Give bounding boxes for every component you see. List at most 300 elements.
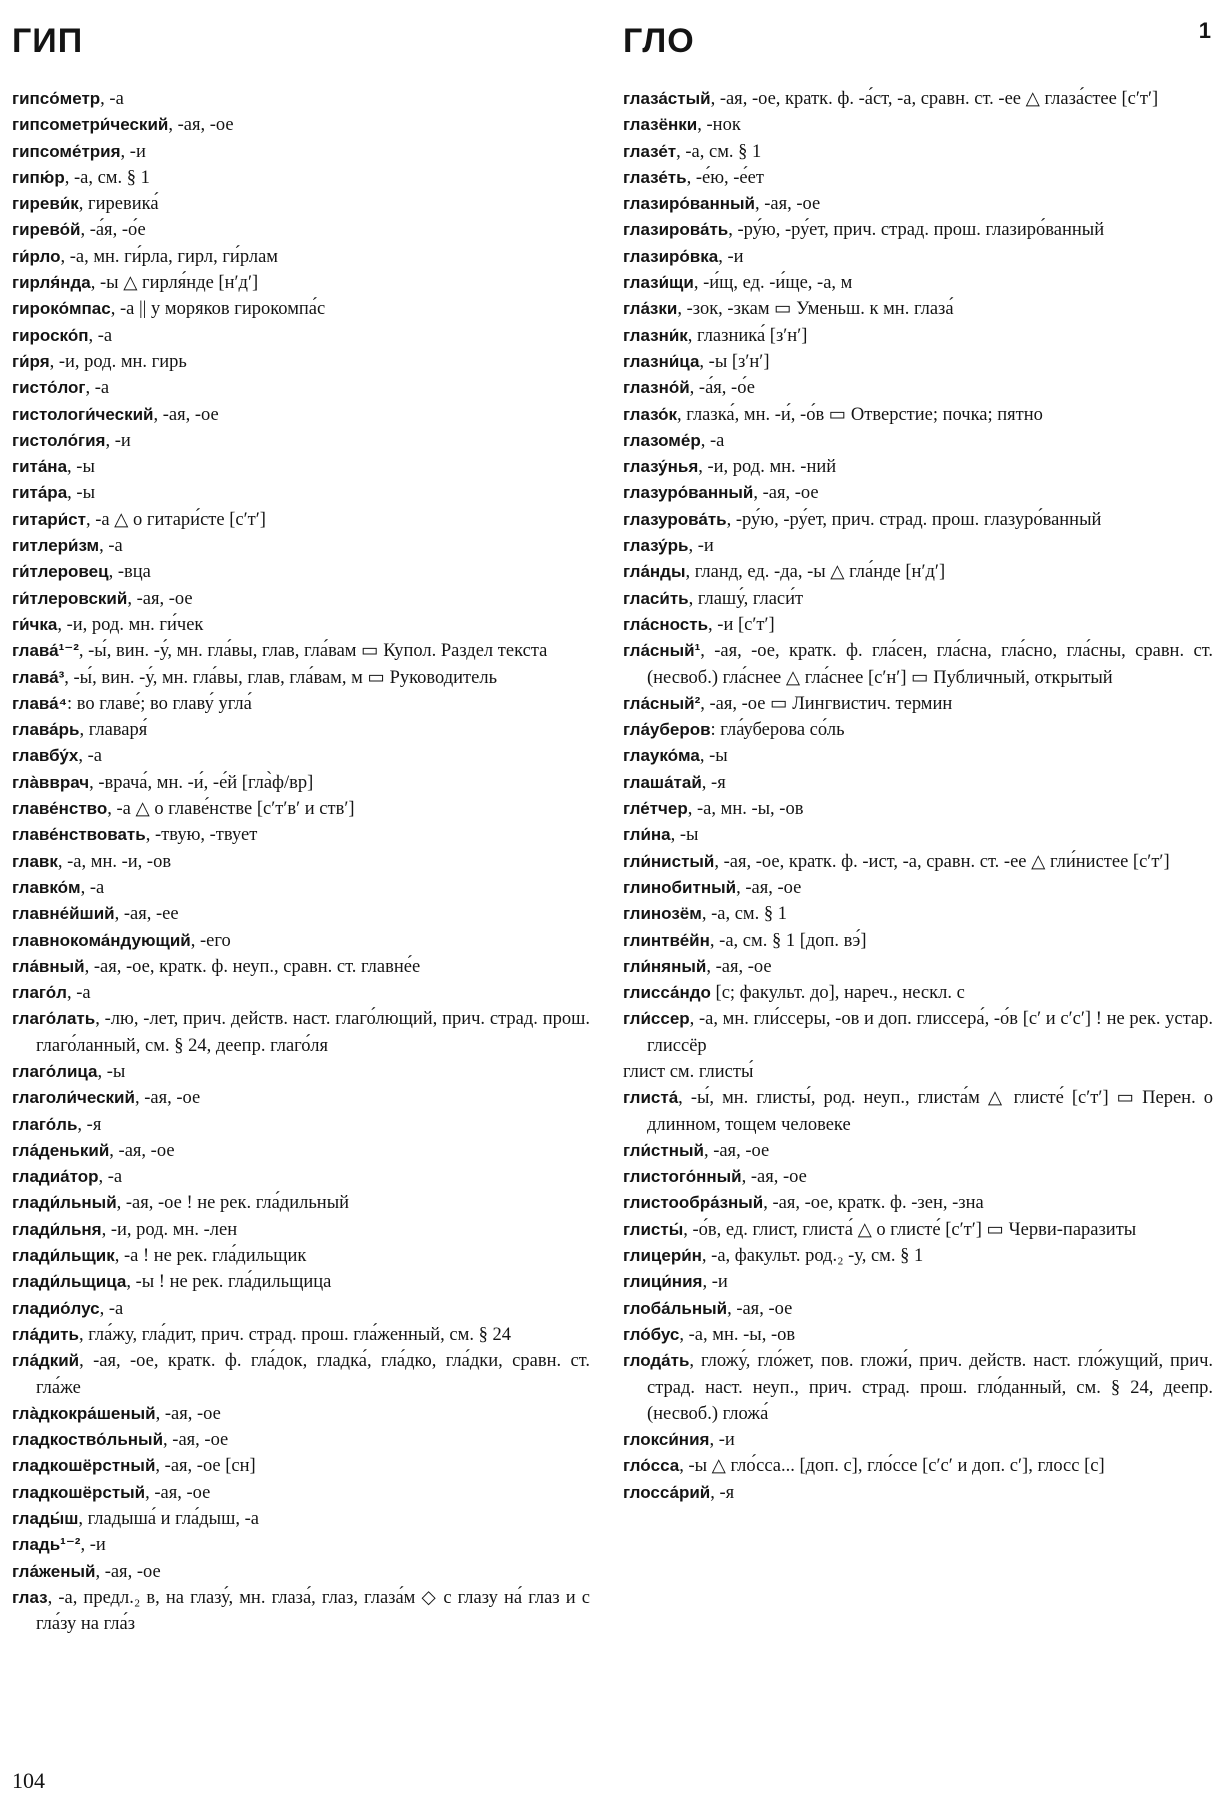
entry-headword: глазиро́вка: [623, 246, 719, 266]
entry-headword: гироко́мпас: [12, 299, 111, 319]
dictionary-entry: [12, 1296, 590, 1322]
page-mark: 1: [1198, 18, 1211, 43]
entry-definition: , гладыша́ и гла́дыш, -а: [78, 1509, 259, 1530]
entry-definition: , -ру́ю, -ру́ет, прич. страд. прош. глазуро́ванный: [726, 509, 1102, 530]
entry-definition: , -ая, -ое, кратк. ф. гла́док, гладка́, гла́дко, гла́дки, сравн. ст. гла́же: [36, 1351, 590, 1398]
entry-definition: , -ы [зʹнʹ]: [699, 351, 770, 372]
entry-definition: [с; факульт. до], нареч., нескл. с: [710, 983, 965, 1004]
entry-definition: , -ая, -ое ! не рек. гла́дильный: [116, 1193, 350, 1214]
entry-headword: глазно́й: [623, 378, 690, 398]
dictionary-entry: [623, 191, 1213, 217]
dictionary-entry: [12, 1427, 590, 1453]
entry-headword: глазоме́р: [623, 430, 701, 450]
entry-definition: , -ая, -ое: [163, 1430, 229, 1451]
entry-definition: , -ая, -ое: [134, 1088, 201, 1109]
entry-headword: гла̀вврач: [12, 772, 90, 792]
entry-definition: , -и: [702, 1272, 728, 1293]
dictionary-entry: [12, 770, 590, 796]
dictionary-entry: [12, 217, 590, 243]
entry-definition: , -ая, -ое: [753, 483, 819, 504]
entry-definition: , -ая, -ое: [153, 404, 219, 425]
entry-definition: , -ы △ гло́сса... [доп. с], гло́ссе [сʹсʹ и доп. сʹ], глосс [с]: [679, 1456, 1105, 1477]
dictionary-entry: [623, 770, 1213, 796]
dictionary-entry: [12, 428, 590, 454]
entry-headword: глокси́ния: [623, 1430, 710, 1450]
entry-definition: , -а, мн. -ы, -ов: [687, 799, 804, 820]
dictionary-entry: [623, 165, 1213, 191]
dictionary-entry: [623, 954, 1213, 980]
dictionary-entry: [623, 1138, 1213, 1164]
dictionary-entry: [623, 586, 1213, 612]
entry-definition: , -и: [718, 246, 744, 267]
dictionary-entry: [623, 1164, 1213, 1190]
entry-definition: , -ая, -ое: [168, 115, 234, 136]
entry-headword: глинтве́йн: [623, 930, 710, 950]
entry-definition: , -я: [710, 1482, 735, 1503]
dictionary-entry: [12, 822, 590, 848]
dictionary-entry: [623, 1006, 1213, 1059]
dictionary-entry: [623, 980, 1213, 1006]
entry-definition: , -ая, -ее: [114, 904, 179, 925]
entry-definition: , -а: [99, 536, 123, 557]
dictionary-entry: [623, 1243, 1213, 1269]
entry-headword: гитари́ст: [12, 509, 86, 529]
dictionary-entry: [623, 1427, 1213, 1453]
entry-headword: гласи́ть: [623, 588, 689, 608]
entry-definition: , гиревика́: [78, 194, 159, 215]
dictionary-entry: [12, 1348, 590, 1401]
dictionary-entry: [623, 559, 1213, 585]
entry-definition: , -ая, -ое [сн]: [155, 1456, 256, 1477]
entry-definition: , -а́я, -о́е: [80, 220, 146, 241]
dictionary-entry: [623, 139, 1213, 165]
dictionary-entry: [12, 1006, 590, 1059]
entry-definition: , -ая, -ое: [127, 588, 193, 609]
dictionary-entry: [12, 1085, 590, 1111]
dictionary-entry: [12, 349, 590, 375]
entry-headword: глазе́ть: [623, 167, 687, 187]
entry-headword: гле́тчер: [623, 799, 688, 819]
entry-definition: , -и: [105, 430, 131, 451]
entry-headword: глазёнки: [623, 115, 698, 135]
entry-headword: ги́чка: [12, 614, 58, 634]
entry-headword: главбу́х: [12, 746, 79, 766]
entry-definition: , -а: [88, 325, 113, 346]
entry-definition: , -и, род. мн. гирь: [49, 351, 187, 372]
entry-definition: , гланд, ед. -да, -ы △ гла́нде [нʹдʹ]: [685, 562, 946, 583]
dictionary-entry: [12, 86, 590, 112]
entry-definition: , -а △ о гитари́сте [сʹтʹ]: [85, 509, 266, 530]
entry-definition: : во главе́; во главу́ угла́: [67, 693, 252, 714]
dictionary-entry: [12, 112, 590, 138]
entry-definition: , -ы: [699, 746, 728, 767]
entry-definition: , -ая, -ое: [706, 956, 772, 977]
entry-definition: , -о́в, ед. глист, глиста́ △ о глисте́ [сʹтʹ] ▭ Черви-паразиты: [683, 1219, 1137, 1240]
entry-headword: глазу́рь: [623, 536, 689, 556]
entry-headword: глаголи́ческий: [12, 1088, 135, 1108]
entry-headword: гла̀дкокра́шеный: [12, 1403, 156, 1423]
entry-headword: гипсоме́трия: [12, 141, 121, 161]
entry-definition: , -ы △ гирля́нде [нʹдʹ]: [90, 273, 259, 294]
dictionary-entry: [12, 1138, 590, 1164]
dictionary-entry: [12, 165, 590, 191]
entry-headword: гистоло́гия: [12, 430, 106, 450]
entry-definition: , -ру́ю, -ру́ет, прич. страд. прош. глазиро́ванный: [728, 220, 1105, 241]
dictionary-entry: [623, 796, 1213, 822]
entry-headword: глаго́л: [12, 983, 67, 1003]
dictionary-entry: [623, 86, 1213, 112]
entry-definition: , -ая, -ое, кратк. ф. гла́сен, гла́сна, гла́сно, гла́сны, сравн. ст. (несвоб.) гла́снее △ гла́снее [сʹнʹ] ▭ Публичный, открытый: [647, 641, 1213, 688]
entry-headword: гли́ссер: [623, 1009, 690, 1029]
entry-definition: , глазка́, мн. -и́, -о́в ▭ Отверстие; почка; пятно: [677, 404, 1043, 425]
entry-definition: , -а: [100, 89, 124, 109]
dictionary-entry: [12, 533, 590, 559]
entry-headword: гиреви́к: [12, 194, 79, 214]
entry-headword: ги́рло: [12, 246, 61, 266]
entry-headword: гирля́нда: [12, 273, 91, 293]
entry-headword: главко́м: [12, 877, 81, 897]
entry-headword: ги́ря: [12, 351, 50, 371]
dictionary-entry: [12, 296, 590, 322]
running-header-right: ГЛО: [623, 22, 695, 60]
right-column: [623, 86, 1213, 1506]
entry-definition: , -ы ! не рек. гла́дильщица: [126, 1272, 332, 1293]
entry-definition: , -и: [688, 536, 714, 557]
dictionary-entry: [623, 244, 1213, 270]
dictionary-entry: [12, 191, 590, 217]
entry-headword: глады́ш: [12, 1509, 79, 1529]
dictionary-entry: [12, 270, 590, 296]
entry-definition: , -ая, -ое ▭ Лингвистич. термин: [700, 693, 953, 714]
entry-definition: , -а △ о главе́нстве [сʹтʹвʹ и ствʹ]: [107, 799, 355, 820]
entry-definition: , -и, род. мн. -ний: [698, 457, 837, 478]
entry-headword: гирево́й: [12, 220, 81, 240]
entry-headword: глази́щи: [623, 273, 694, 293]
entry-definition: , глазника́ [зʹнʹ]: [687, 325, 808, 346]
entry-definition: , -и́щ, ед. -и́ще, -а, м: [693, 273, 853, 294]
dictionary-entry: [623, 901, 1213, 927]
dictionary-entry: [623, 1190, 1213, 1216]
entry-headword: гладкошёрстый: [12, 1482, 146, 1502]
entry-definition: , -а: [66, 983, 91, 1004]
entry-definition: , -а, факульт. род.₂ -у, см. § 1: [701, 1246, 924, 1267]
entry-headword: глазурова́ть: [623, 509, 727, 529]
entry-definition: , -а, мн. ги́рла, гирл, ги́рлам: [60, 246, 278, 267]
dictionary-entry: [623, 691, 1213, 717]
entry-headword: гла́женый: [12, 1561, 96, 1581]
entry-headword: гладь¹⁻²: [12, 1535, 81, 1555]
entry-definition: , -а, предл.₂ в, на глазу́, мн. глаза́, глаз, глаза́м ◇ с глазу на́ глаз и с гла́зу на гла́з: [36, 1587, 590, 1635]
entry-headword: гла́уберов: [623, 720, 711, 740]
dictionary-entry: [12, 323, 590, 349]
dictionary-entry: [623, 1296, 1213, 1322]
dictionary-entry: [12, 665, 590, 691]
entry-definition: , -а: [78, 746, 102, 767]
dictionary-entry: [12, 139, 590, 165]
entry-headword: гироско́п: [12, 325, 89, 345]
entry-definition: , -его: [190, 930, 231, 951]
dictionary-entry: [12, 796, 590, 822]
entry-headword: глазуро́ванный: [623, 483, 754, 503]
entry-headword: глаша́тай: [623, 772, 702, 792]
entry-headword: глазирова́ть: [623, 220, 729, 240]
page-number: 104: [12, 1768, 45, 1793]
entry-definition: , глашу́, гласи́т: [688, 588, 804, 609]
entry-headword: гисто́лог: [12, 378, 86, 398]
entry-headword: гли́на: [623, 825, 671, 845]
entry-definition: , -а́я, -о́е: [689, 378, 755, 399]
entry-headword: глистообра́зный: [623, 1193, 764, 1213]
dictionary-entry: [623, 270, 1213, 296]
entry-definition: , -ая, -ое: [145, 1482, 211, 1503]
entry-headword: глаго́лица: [12, 1061, 98, 1081]
running-header-left: ГИП: [12, 22, 84, 60]
dictionary-entry: [12, 480, 590, 506]
entry-definition: , -а: [85, 378, 110, 399]
entry-definition: , -я: [701, 772, 726, 793]
entry-definition: , -твую, -твует: [145, 825, 258, 846]
dictionary-entry: [623, 533, 1213, 559]
dictionary-entry: [12, 559, 590, 585]
entry-headword: главк: [12, 851, 58, 871]
entry-headword: глазу́нья: [623, 457, 699, 477]
entry-headword: гло́бус: [623, 1324, 680, 1344]
entry-definition: , -ая, -ое: [754, 194, 821, 215]
dictionary-entry: [12, 612, 590, 638]
dictionary-entry: [12, 507, 590, 533]
entry-definition: , -и: [120, 141, 146, 162]
entry-definition: , -ая, -ое: [95, 1561, 161, 1582]
entry-headword: гло́сса: [623, 1456, 680, 1476]
dictionary-entry: [12, 638, 590, 664]
entry-headword: глинозём: [623, 904, 702, 924]
entry-definition: , -ая, -ое: [736, 877, 802, 898]
dictionary-entry: [12, 1401, 590, 1427]
entry-headword: глоба́льный: [623, 1298, 728, 1318]
entry-definition: : гла́уберова со́ль: [710, 720, 845, 741]
entry-definition: , -а, см. § 1: [64, 167, 150, 188]
entry-definition: , -ы: [67, 457, 95, 478]
entry-definition: , -и: [80, 1535, 106, 1556]
dictionary-entry: [623, 822, 1213, 848]
entry-definition: , -ы: [97, 1061, 126, 1082]
dictionary-entry: [12, 1559, 590, 1585]
entry-definition: , -ая, -ое, кратк. ф. -зен, -зна: [763, 1193, 984, 1214]
entry-headword: гла́дить: [12, 1324, 79, 1344]
entry-headword: глаго́ль: [12, 1114, 78, 1134]
entry-definition: , -ы́, мн. глисты́, род. неуп., глиста́м △ глисте́ [сʹтʹ] ▭ Перен. о длинном, тощем человеке: [647, 1088, 1213, 1135]
dictionary-entry: [623, 849, 1213, 875]
entry-definition: , -ая, -ое: [155, 1403, 221, 1424]
entry-definition: , -ая, -ое: [703, 1140, 770, 1161]
dictionary-entry: [12, 375, 590, 401]
entry-headword: гла́вный: [12, 956, 85, 976]
entry-definition: , -ая, -ое: [727, 1298, 793, 1319]
dictionary-entry: [623, 217, 1213, 243]
entry-definition: , главаря́: [79, 720, 148, 741]
entry-headword: глосса́рий: [623, 1482, 711, 1502]
entry-headword: гистологи́ческий: [12, 404, 154, 424]
entry-headword: гипсо́метр: [12, 89, 101, 108]
dictionary-entry: [12, 691, 590, 717]
entry-headword: гли́няный: [623, 956, 707, 976]
entry-definition: , -я: [77, 1114, 102, 1135]
entry-headword: глисса́ндо: [623, 983, 711, 1003]
dictionary-entry: [12, 717, 590, 743]
entry-definition: , -а, мн. -ы, -ов: [679, 1324, 796, 1345]
dictionary-entry: [623, 612, 1213, 638]
entry-definition: , -ы: [670, 825, 699, 846]
entry-headword: глиста́: [623, 1088, 679, 1108]
entry-definition: , -ая, -ое, кратк. ф. неуп., сравн. ст. главне́е: [84, 956, 421, 977]
entry-headword: глазни́к: [623, 325, 688, 345]
dictionary-entry: [623, 112, 1213, 138]
entry-headword: глаз: [12, 1587, 48, 1607]
entry-headword: глади́льщик: [12, 1246, 115, 1266]
entry-definition: , -а, см. § 1: [701, 904, 787, 925]
dictionary-entry: [12, 454, 590, 480]
entry-headword: гладио́лус: [12, 1298, 100, 1318]
entry-headword: глистого́нный: [623, 1167, 742, 1187]
entry-definition: , -а: [98, 1167, 123, 1188]
entry-definition: , -врача́, мн. -и́, -е́й [гла̀ф/вр]: [89, 772, 314, 793]
entry-headword: гла́денький: [12, 1140, 110, 1160]
entry-definition: , -и [сʹтʹ]: [708, 614, 775, 635]
entry-definition: , -а, см. § 1: [676, 141, 762, 162]
entry-definition: , -ы́, вин. -у́, мн. гла́вы, глав, гла́вам, м ▭ Руководитель: [64, 667, 498, 688]
entry-definition: , -и, род. мн. ги́чек: [57, 614, 204, 635]
dictionary-entry: [12, 849, 590, 875]
entry-headword: глаго́лать: [12, 1009, 96, 1029]
entry-headword: глода́ть: [623, 1351, 690, 1371]
entry-headword: глава́¹⁻²: [12, 641, 79, 661]
entry-definition: , гла́жу, гла́дит, прич. страд. прош. гла́женный, см. § 24: [78, 1324, 511, 1345]
dictionary-entry: [623, 323, 1213, 349]
entry-definition: , -ы: [67, 483, 95, 504]
entry-definition: , -и, род. мн. -лен: [101, 1219, 238, 1240]
dictionary-entry: [12, 586, 590, 612]
entry-headword: ги́тлеровец: [12, 562, 109, 582]
dictionary-entry: [623, 928, 1213, 954]
entry-headword: гла́зки: [623, 299, 678, 319]
entry-definition: , -а: [700, 430, 725, 451]
entry-headword: глазни́ца: [623, 351, 700, 371]
entry-definition: , -ая, -ое: [109, 1140, 175, 1161]
entry-headword: глаза́стый: [623, 89, 711, 108]
dictionary-entry: [12, 244, 590, 270]
dictionary-entry: [12, 980, 590, 1006]
dictionary-entry: [623, 454, 1213, 480]
dictionary-entry: [623, 480, 1213, 506]
dictionary-entry: [623, 1348, 1213, 1427]
dictionary-entry: [12, 1480, 590, 1506]
entry-headword: гла́сный²: [623, 693, 701, 713]
entry-headword: глади́льня: [12, 1219, 102, 1239]
entry-headword: гладкошёрстный: [12, 1456, 156, 1476]
entry-headword: гитлери́зм: [12, 536, 100, 556]
entry-headword: глинобитный: [623, 877, 737, 897]
entry-headword: глади́льщица: [12, 1272, 127, 1292]
entry-headword: глава́³: [12, 667, 65, 687]
dictionary-entry: [12, 954, 590, 980]
dictionary-entry: [623, 1322, 1213, 1348]
entry-headword: гита́на: [12, 457, 68, 477]
dictionary-entry: [12, 901, 590, 927]
entry-definition: , -лю, -лет, прич. действ. наст. глаго́лющий, прич. страд. прош. глаго́ланный, см. § 24, деепр. глаго́ля: [36, 1009, 590, 1056]
entry-headword: гладкоство́льный: [12, 1430, 164, 1450]
entry-headword: гипсометри́ческий: [12, 115, 169, 135]
entry-definition: , -а || у моряков гирокомпа́с: [110, 299, 326, 320]
entry-headword: гли́нистый: [623, 851, 715, 871]
dictionary-entry: [623, 1453, 1213, 1479]
dictionary-entry: [12, 1269, 590, 1295]
dictionary-entry: [623, 717, 1213, 743]
dictionary-entry: [623, 428, 1213, 454]
dictionary-entry: [12, 928, 590, 954]
dictionary-entry: [12, 1112, 590, 1138]
entry-definition: , -а, мн. -и, -ов: [57, 851, 172, 872]
dictionary-entry: [12, 1322, 590, 1348]
entry-headword: гипю́р: [12, 167, 65, 187]
dictionary-entry: [12, 402, 590, 428]
entry-headword: гла́нды: [623, 562, 686, 582]
dictionary-entry: [623, 1269, 1213, 1295]
entry-headword: главе́нство: [12, 799, 108, 819]
entry-headword: глазиро́ванный: [623, 194, 755, 214]
entry-headword: глава́рь: [12, 720, 80, 740]
entry-headword: глазе́т: [623, 141, 677, 161]
entry-definition: , гложу́, гло́жет, пов. гложи́, прич. действ. наст. гло́жущий, прич. страд. наст. неуп., прич. страд. прош. гло́данный, см. § 24, деепр. (несвоб.) гложа́: [647, 1351, 1213, 1424]
entry-headword: главне́йший: [12, 904, 115, 924]
dictionary-entry: [12, 1532, 590, 1558]
entry-headword: гла́сный¹: [623, 641, 701, 661]
entry-headword: глазо́к: [623, 404, 678, 424]
entry-definition: , -ы́, вин. -у́, мн. гла́вы, глав, гла́вам ▭ Купол. Раздел текста: [78, 641, 548, 662]
dictionary-entry: [623, 1059, 1213, 1085]
entry-headword: главе́нствовать: [12, 825, 146, 845]
entry-headword: глисты́: [623, 1219, 684, 1239]
entry-definition: , -а, см. § 1 [доп. вэ́]: [709, 930, 867, 951]
entry-headword: гладиа́тор: [12, 1167, 99, 1187]
dictionary-entry: [623, 743, 1213, 769]
entry-definition: , -а: [80, 877, 105, 898]
dictionary-entry: [12, 1453, 590, 1479]
entry-headword: гита́ра: [12, 483, 68, 503]
dictionary-entry: [12, 743, 590, 769]
entry-headword: глицери́н: [623, 1246, 702, 1266]
entry-headword: гли́стный: [623, 1140, 704, 1160]
entry-headword: глауко́ма: [623, 746, 700, 766]
entry-definition: глист см. глисты́: [623, 1061, 754, 1082]
dictionary-entry: [623, 1085, 1213, 1138]
dictionary-entry: [12, 1059, 590, 1085]
dictionary-entry: [623, 402, 1213, 428]
entry-definition: , -зок, -зкам ▭ Уменьш. к мн. глаза́: [677, 299, 954, 320]
dictionary-entry: [623, 875, 1213, 901]
entry-definition: , -а: [99, 1298, 124, 1319]
entry-headword: глава́⁴: [12, 693, 68, 713]
entry-definition: , -а ! не рек. гла́дильщик: [114, 1246, 307, 1267]
left-column: [12, 86, 590, 1638]
dictionary-entry: [12, 1243, 590, 1269]
dictionary-entry: [623, 638, 1213, 691]
dictionary-entry: [12, 875, 590, 901]
entry-headword: главнокома́ндующий: [12, 930, 191, 950]
entry-headword: глици́ния: [623, 1272, 703, 1292]
dictionary-entry: [12, 1506, 590, 1532]
entry-headword: ги́тлеровский: [12, 588, 128, 608]
dictionary-entry: [12, 1190, 590, 1216]
